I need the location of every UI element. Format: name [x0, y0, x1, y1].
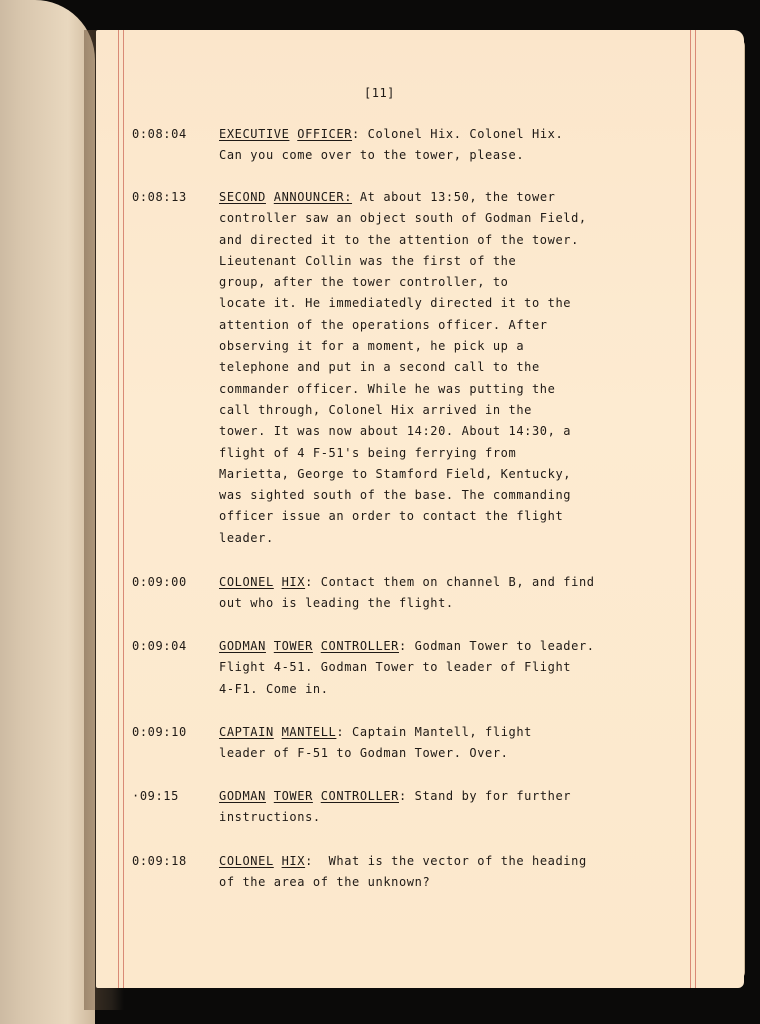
line-text: locate it. He immediatedly directed it to the — [219, 296, 572, 311]
line-text: flight of 4 F-51's being ferrying from — [219, 445, 517, 460]
dialogue-line — [219, 807, 649, 828]
left-margin-rule — [118, 30, 119, 988]
line-text: out who is leading the flight. — [219, 596, 454, 611]
left-page — [0, 0, 95, 1024]
speaker-word: OFFICER — [297, 127, 353, 141]
left-margin-rule — [123, 30, 124, 988]
dialogue-line — [219, 743, 649, 764]
speaker-name — [219, 127, 360, 141]
dialogue-text — [219, 636, 649, 700]
dialogue-line — [219, 657, 649, 678]
speaker-word: TOWER — [273, 639, 313, 653]
right-margin-rule — [695, 30, 696, 988]
speaker-word: COLONEL — [219, 575, 274, 589]
speaker-word: SECOND — [219, 190, 266, 204]
line-text: officer issue an order to contact the flight — [219, 509, 564, 524]
speaker-word: CONTROLLER — [320, 639, 399, 653]
timecode: 0:08:04 — [132, 127, 187, 141]
speaker-name — [219, 190, 352, 204]
speaker-word: GODMAN — [219, 789, 266, 803]
speaker-name — [219, 575, 313, 589]
dialogue-line — [219, 464, 649, 485]
speaker-word: TOWER — [273, 789, 313, 803]
dialogue-line — [219, 443, 649, 464]
page-number: [11] — [364, 86, 395, 100]
dialogue-line — [219, 593, 649, 614]
line-text: of the area of the unknown? — [219, 875, 431, 890]
speaker-word: CAPTAIN — [219, 725, 274, 739]
dialogue-line — [219, 572, 649, 593]
speaker-word: HIX — [281, 575, 306, 589]
dialogue-line — [219, 251, 649, 272]
dialogue-line — [219, 485, 649, 506]
dialogue-line — [219, 528, 649, 549]
dialogue-line — [219, 208, 649, 229]
line-text: 4-F1. Come in. — [219, 681, 329, 696]
speaker-name — [219, 639, 407, 653]
line-text: At about 13:50, the tower — [352, 190, 556, 204]
line-text: Godman Tower to leader. — [406, 639, 595, 653]
dialogue-line — [219, 272, 649, 293]
line-text: attention of the operations officer. After — [219, 317, 548, 332]
dialogue-line — [219, 506, 649, 527]
transcript-page — [96, 30, 744, 988]
line-text: tower. It was now about 14:20. About 14:30, a — [219, 424, 572, 439]
speaker-suffix: : — [305, 575, 313, 589]
speaker-word: ANNOUNCER: — [273, 190, 353, 204]
dialogue-line — [219, 400, 649, 421]
line-text: Marietta, George to Stamford Field, Kentucky, — [219, 466, 572, 481]
right-margin-rule — [690, 30, 691, 988]
speaker-suffix: : — [336, 725, 345, 739]
timecode: 0:09:00 — [132, 575, 187, 589]
dialogue-line — [219, 786, 649, 807]
timecode: 0:08:13 — [132, 190, 187, 204]
timecode: 0:09:10 — [132, 725, 187, 739]
speaker-word: EXECUTIVE — [219, 127, 290, 141]
line-text: Colonel Hix. Colonel Hix. — [359, 127, 564, 141]
dialogue-line — [219, 336, 649, 357]
speaker-word: CONTROLLER — [320, 789, 399, 803]
line-text: leader. — [219, 530, 274, 545]
timecode: 0:09:18 — [132, 854, 187, 868]
speaker-word: MANTELL — [281, 725, 337, 739]
speaker-word: GODMAN — [219, 639, 266, 653]
dialogue-line — [219, 679, 649, 700]
line-text: instructions. — [219, 810, 321, 825]
timecode: ·09:15 — [132, 789, 179, 803]
speaker-word: COLONEL — [219, 854, 274, 868]
dialogue-line — [219, 357, 649, 378]
dialogue-text — [219, 851, 649, 894]
dialogue-line — [219, 379, 649, 400]
line-text: Contact them on channel B, and find — [312, 575, 595, 589]
dialogue-line — [219, 293, 649, 314]
line-text: was sighted south of the base. The commanding — [219, 488, 572, 503]
line-text: Stand by for further — [406, 789, 572, 803]
line-text: leader of F-51 to Godman Tower. Over. — [219, 746, 509, 761]
dialogue-line — [219, 872, 649, 893]
line-text: observing it for a moment, he pick up a — [219, 339, 525, 354]
dialogue-text — [219, 124, 649, 167]
speaker-suffix: : — [305, 854, 313, 868]
dialogue-text — [219, 786, 649, 829]
dialogue-line — [219, 722, 649, 743]
line-text: telephone and put in a second call to the — [219, 360, 540, 375]
dialogue-line — [219, 145, 649, 166]
line-text: call through, Colonel Hix arrived in the — [219, 402, 532, 417]
dialogue-line — [219, 124, 649, 145]
dialogue-line — [219, 421, 649, 442]
line-text: Lieutenant Collin was the first of the — [219, 253, 517, 268]
line-text: commander officer. While he was putting the — [219, 381, 556, 396]
line-text: Flight 4-51. Godman Tower to leader of Flight — [219, 660, 572, 675]
line-text: Can you come over to the tower, please. — [219, 148, 525, 163]
dialogue-line — [219, 230, 649, 251]
speaker-word: HIX — [281, 854, 306, 868]
line-text: group, after the tower controller, to — [219, 275, 509, 290]
dialogue-line — [219, 851, 649, 872]
speaker-name — [219, 725, 344, 739]
line-text: Captain Mantell, flight — [344, 725, 533, 739]
dialogue-text — [219, 722, 649, 765]
speaker-suffix: : — [398, 789, 407, 803]
line-text: controller saw an object south of Godman Field, — [219, 211, 587, 226]
speaker-name — [219, 789, 407, 803]
speaker-name — [219, 854, 313, 868]
line-text: and directed it to the attention of the tower. — [219, 232, 579, 247]
speaker-suffix: : — [352, 127, 360, 141]
dialogue-text — [219, 572, 649, 615]
line-text: What is the vector of the heading — [312, 854, 587, 868]
dialogue-text — [219, 187, 649, 549]
speaker-suffix: : — [398, 639, 407, 653]
dialogue-line — [219, 315, 649, 336]
dialogue-line — [219, 187, 649, 208]
dialogue-line — [219, 636, 649, 657]
timecode: 0:09:04 — [132, 639, 187, 653]
